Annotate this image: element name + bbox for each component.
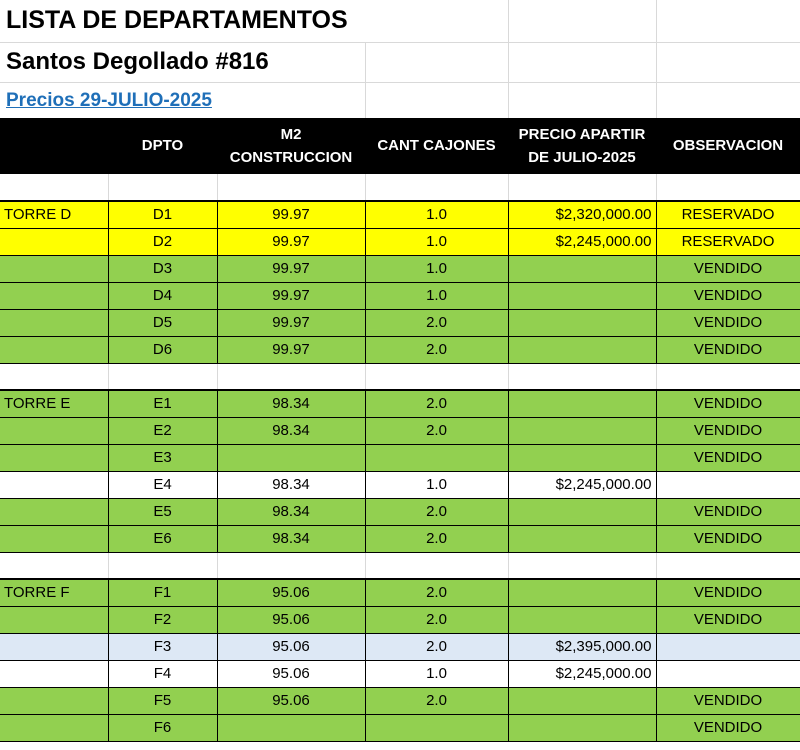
- table-row: [0, 579, 800, 606]
- m2-cell[interactable]: 95.06: [217, 660, 365, 687]
- cajones-cell[interactable]: 1.0: [365, 471, 508, 498]
- table-row: [0, 390, 800, 417]
- empty-cell[interactable]: [656, 174, 800, 201]
- price-cell[interactable]: [508, 336, 656, 363]
- empty-cell[interactable]: [656, 552, 800, 579]
- dpto-cell[interactable]: D6: [108, 336, 217, 363]
- tower-cell[interactable]: [0, 660, 108, 687]
- cajones-cell[interactable]: 1.0: [365, 201, 508, 228]
- price-date-row: [0, 82, 800, 118]
- empty-cell[interactable]: [508, 174, 656, 201]
- cajones-cell[interactable]: 2.0: [365, 498, 508, 525]
- m2-cell[interactable]: 95.06: [217, 687, 365, 714]
- m2-cell[interactable]: [217, 714, 365, 741]
- m2-cell[interactable]: 98.34: [217, 471, 365, 498]
- empty-cell[interactable]: [0, 363, 108, 390]
- cajones-cell[interactable]: 1.0: [365, 228, 508, 255]
- cajones-cell[interactable]: 2.0: [365, 687, 508, 714]
- price-cell[interactable]: [508, 390, 656, 417]
- m2-cell[interactable]: 99.97: [217, 228, 365, 255]
- tower-cell[interactable]: [0, 444, 108, 471]
- status-cell[interactable]: VENDIDO: [656, 309, 800, 336]
- table-row: [0, 417, 800, 444]
- status-cell[interactable]: VENDIDO: [656, 336, 800, 363]
- price-cell[interactable]: [508, 498, 656, 525]
- price-cell[interactable]: $2,245,000.00: [508, 471, 656, 498]
- tower-cell[interactable]: [0, 255, 108, 282]
- table-row: [0, 228, 800, 255]
- status-cell[interactable]: VENDIDO: [656, 282, 800, 309]
- tower-cell[interactable]: [0, 228, 108, 255]
- status-cell[interactable]: [656, 471, 800, 498]
- cajones-cell[interactable]: [365, 444, 508, 471]
- table-row: [0, 606, 800, 633]
- table-row: [0, 255, 800, 282]
- status-cell[interactable]: VENDIDO: [656, 417, 800, 444]
- cajones-cell[interactable]: 2.0: [365, 633, 508, 660]
- empty-cell[interactable]: [508, 42, 656, 82]
- status-cell[interactable]: VENDIDO: [656, 390, 800, 417]
- status-cell[interactable]: [656, 660, 800, 687]
- table-row: [0, 525, 800, 552]
- price-cell[interactable]: [508, 255, 656, 282]
- tower-cell[interactable]: [0, 714, 108, 741]
- empty-cell[interactable]: [365, 42, 508, 82]
- dpto-cell[interactable]: F6: [108, 714, 217, 741]
- status-cell[interactable]: RESERVADO: [656, 201, 800, 228]
- empty-cell[interactable]: [365, 82, 508, 118]
- table-row: [0, 444, 800, 471]
- status-cell[interactable]: [656, 633, 800, 660]
- table-row: [0, 633, 800, 660]
- status-cell[interactable]: VENDIDO: [656, 444, 800, 471]
- dpto-cell[interactable]: E6: [108, 525, 217, 552]
- tower-cell[interactable]: TORRE F: [0, 579, 108, 606]
- cajones-cell[interactable]: 2.0: [365, 525, 508, 552]
- spacer-row: [0, 552, 800, 579]
- price-cell[interactable]: [508, 714, 656, 741]
- tower-cell[interactable]: TORRE D: [0, 201, 108, 228]
- empty-cell[interactable]: [656, 363, 800, 390]
- price-cell[interactable]: [508, 282, 656, 309]
- m2-cell[interactable]: 99.97: [217, 309, 365, 336]
- empty-cell[interactable]: [0, 552, 108, 579]
- empty-cell[interactable]: [217, 552, 365, 579]
- dpto-cell[interactable]: D2: [108, 228, 217, 255]
- empty-cell[interactable]: [217, 363, 365, 390]
- m2-cell[interactable]: 98.34: [217, 525, 365, 552]
- header-dpto[interactable]: DPTO: [108, 118, 217, 174]
- price-cell[interactable]: [508, 417, 656, 444]
- header-cajones[interactable]: CANT CAJONES: [365, 118, 508, 174]
- cajones-cell[interactable]: 1.0: [365, 282, 508, 309]
- header-row: [0, 118, 800, 174]
- empty-cell[interactable]: [365, 174, 508, 201]
- m2-cell[interactable]: 95.06: [217, 633, 365, 660]
- cajones-cell[interactable]: 2.0: [365, 309, 508, 336]
- m2-cell[interactable]: 95.06: [217, 579, 365, 606]
- spacer-row: [0, 363, 800, 390]
- empty-cell[interactable]: [508, 552, 656, 579]
- dpto-cell[interactable]: E4: [108, 471, 217, 498]
- price-cell[interactable]: [508, 309, 656, 336]
- table-row: [0, 471, 800, 498]
- status-cell[interactable]: VENDIDO: [656, 255, 800, 282]
- dpto-cell[interactable]: F1: [108, 579, 217, 606]
- header-precio[interactable]: PRECIO APARTIR DE JULIO-2025: [508, 118, 656, 174]
- price-cell[interactable]: [508, 687, 656, 714]
- title-row: [0, 0, 800, 42]
- empty-cell[interactable]: [656, 42, 800, 82]
- table-row: [0, 687, 800, 714]
- tower-cell[interactable]: [0, 525, 108, 552]
- m2-cell[interactable]: 98.34: [217, 417, 365, 444]
- empty-cell[interactable]: [656, 82, 800, 118]
- status-cell[interactable]: VENDIDO: [656, 606, 800, 633]
- price-cell[interactable]: $2,395,000.00: [508, 633, 656, 660]
- table-row: [0, 201, 800, 228]
- price-cell[interactable]: $2,245,000.00: [508, 660, 656, 687]
- header-m2[interactable]: M2 CONSTRUCCION: [217, 118, 365, 174]
- status-cell[interactable]: RESERVADO: [656, 228, 800, 255]
- empty-cell[interactable]: [108, 363, 217, 390]
- empty-cell[interactable]: [108, 174, 217, 201]
- m2-cell[interactable]: 95.06: [217, 606, 365, 633]
- dpto-cell[interactable]: E1: [108, 390, 217, 417]
- dpto-cell[interactable]: E2: [108, 417, 217, 444]
- dpto-cell[interactable]: E5: [108, 498, 217, 525]
- table-row: [0, 714, 800, 741]
- sheet-title[interactable]: LISTA DE DEPARTAMENTOS: [0, 0, 508, 42]
- m2-cell[interactable]: 99.97: [217, 255, 365, 282]
- empty-cell[interactable]: [656, 0, 800, 42]
- table-row: [0, 660, 800, 687]
- empty-cell[interactable]: [508, 82, 656, 118]
- m2-cell[interactable]: [217, 444, 365, 471]
- price-date-link[interactable]: Precios 29-JULIO-2025: [0, 82, 365, 118]
- status-cell[interactable]: VENDIDO: [656, 579, 800, 606]
- status-cell[interactable]: VENDIDO: [656, 714, 800, 741]
- tower-cell[interactable]: [0, 471, 108, 498]
- cajones-cell[interactable]: 1.0: [365, 255, 508, 282]
- price-cell[interactable]: [508, 579, 656, 606]
- dpto-cell[interactable]: F4: [108, 660, 217, 687]
- header-tower[interactable]: [0, 118, 108, 174]
- tower-cell[interactable]: [0, 687, 108, 714]
- status-cell[interactable]: VENDIDO: [656, 687, 800, 714]
- m2-cell[interactable]: 98.34: [217, 498, 365, 525]
- tower-cell[interactable]: TORRE E: [0, 390, 108, 417]
- tower-cell[interactable]: [0, 633, 108, 660]
- cajones-cell[interactable]: 1.0: [365, 660, 508, 687]
- empty-cell[interactable]: [365, 552, 508, 579]
- price-cell[interactable]: [508, 606, 656, 633]
- tower-cell[interactable]: [0, 309, 108, 336]
- m2-cell[interactable]: 98.34: [217, 390, 365, 417]
- empty-cell[interactable]: [365, 363, 508, 390]
- tower-cell[interactable]: [0, 417, 108, 444]
- dpto-cell[interactable]: F5: [108, 687, 217, 714]
- table-row: [0, 336, 800, 363]
- empty-cell[interactable]: [508, 363, 656, 390]
- cajones-cell[interactable]: 2.0: [365, 417, 508, 444]
- price-cell[interactable]: $2,245,000.00: [508, 228, 656, 255]
- m2-cell[interactable]: 99.97: [217, 282, 365, 309]
- dpto-cell[interactable]: D4: [108, 282, 217, 309]
- tower-cell[interactable]: [0, 498, 108, 525]
- spacer-row: [0, 174, 800, 201]
- table-row: [0, 498, 800, 525]
- price-cell[interactable]: [508, 525, 656, 552]
- dpto-cell[interactable]: E3: [108, 444, 217, 471]
- empty-cell[interactable]: [217, 174, 365, 201]
- table-row: [0, 282, 800, 309]
- cajones-cell[interactable]: 2.0: [365, 606, 508, 633]
- tower-cell[interactable]: [0, 282, 108, 309]
- status-cell[interactable]: VENDIDO: [656, 525, 800, 552]
- empty-cell[interactable]: [508, 0, 656, 42]
- tower-cell[interactable]: [0, 606, 108, 633]
- status-cell[interactable]: VENDIDO: [656, 498, 800, 525]
- cajones-cell[interactable]: [365, 714, 508, 741]
- tower-cell[interactable]: [0, 336, 108, 363]
- empty-cell[interactable]: [108, 552, 217, 579]
- price-cell[interactable]: $2,320,000.00: [508, 201, 656, 228]
- m2-cell[interactable]: 99.97: [217, 336, 365, 363]
- m2-cell[interactable]: 99.97: [217, 201, 365, 228]
- dpto-cell[interactable]: F2: [108, 606, 217, 633]
- dpto-cell[interactable]: D1: [108, 201, 217, 228]
- cajones-cell[interactable]: 2.0: [365, 579, 508, 606]
- header-observacion[interactable]: OBSERVACION: [656, 118, 800, 174]
- subtitle-row: [0, 42, 800, 82]
- dpto-cell[interactable]: F3: [108, 633, 217, 660]
- empty-cell[interactable]: [0, 174, 108, 201]
- sheet-subtitle[interactable]: Santos Degollado #816: [0, 42, 365, 82]
- price-cell[interactable]: [508, 444, 656, 471]
- cajones-cell[interactable]: 2.0: [365, 390, 508, 417]
- cajones-cell[interactable]: 2.0: [365, 336, 508, 363]
- dpto-cell[interactable]: D5: [108, 309, 217, 336]
- table-row: [0, 309, 800, 336]
- dpto-cell[interactable]: D3: [108, 255, 217, 282]
